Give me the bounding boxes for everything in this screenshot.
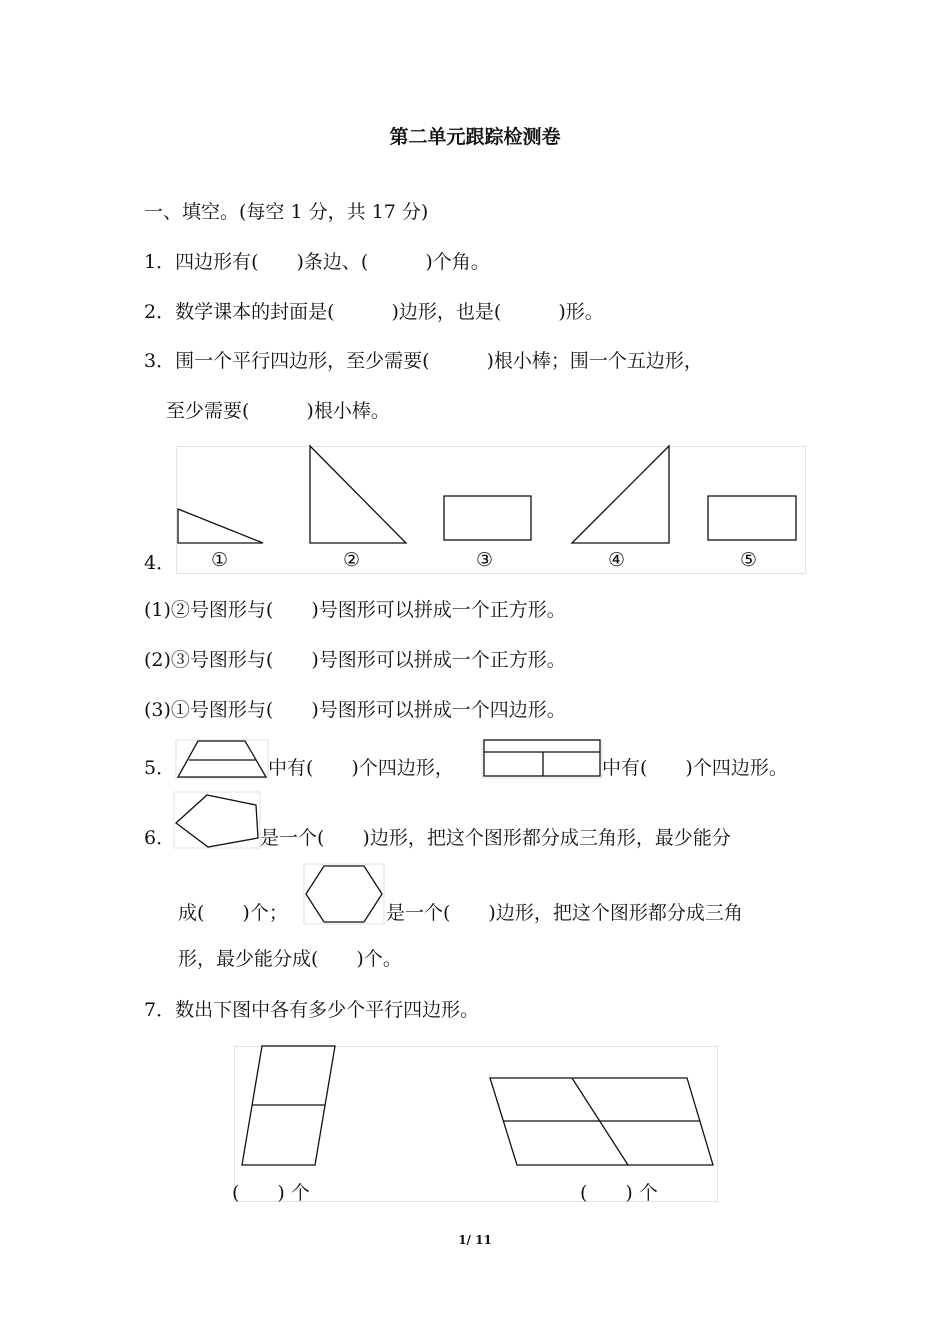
question-1: 1．四边形有( )条边、( )个角。 xyxy=(144,251,490,273)
question-4-number: 4． xyxy=(144,552,176,574)
label-4: ④ xyxy=(608,549,626,571)
question-4-3: (3)①号图形与( )号图形可以拼成一个四边形。 xyxy=(144,699,566,721)
question-7: 7．数出下图中各有多少个平行四边形。 xyxy=(144,999,480,1021)
question-5-text-b: 中有( )个四边形。 xyxy=(602,757,788,779)
question-6-text-c: 是一个( )边形，把这个图形都分成三角 xyxy=(386,902,743,924)
label-1: ① xyxy=(211,549,229,571)
question-6-text-b: 成( )个； xyxy=(178,902,288,924)
question-4-1: (1)②号图形与( )号图形可以拼成一个正方形。 xyxy=(144,599,566,621)
question-6-text-d: 形，最少能分成( )个。 xyxy=(178,948,402,970)
q7-answer-left: ( ) 个 xyxy=(232,1182,310,1204)
section-heading: 一、填空。(每空 1 分，共 17 分) xyxy=(144,201,429,223)
page-title: 第二单元跟踪检测卷 xyxy=(389,126,561,148)
question-6-number: 6． xyxy=(144,827,176,849)
question-3-line-1: 3．围一个平行四边形，至少需要( )根小棒；围一个五边形， xyxy=(144,350,703,372)
question-5-number: 5． xyxy=(144,757,176,779)
q7-answer-right: ( ) 个 xyxy=(580,1182,658,1204)
label-2: ② xyxy=(343,549,361,571)
question-5-text-a: 中有( )个四边形， xyxy=(268,757,454,779)
question-3-line-2: 至少需要( )根小棒。 xyxy=(166,400,390,422)
label-3: ③ xyxy=(476,549,494,571)
question-4-2: (2)③号图形与( )号图形可以拼成一个正方形。 xyxy=(144,649,566,671)
label-5: ⑤ xyxy=(740,549,758,571)
page-number: 1/ 11 xyxy=(458,1233,492,1247)
question-6-text-a: 是一个( )边形，把这个图形都分成三角形，最少能分 xyxy=(260,827,731,849)
question-2: 2．数学课本的封面是( )边形，也是( )形。 xyxy=(144,301,604,323)
